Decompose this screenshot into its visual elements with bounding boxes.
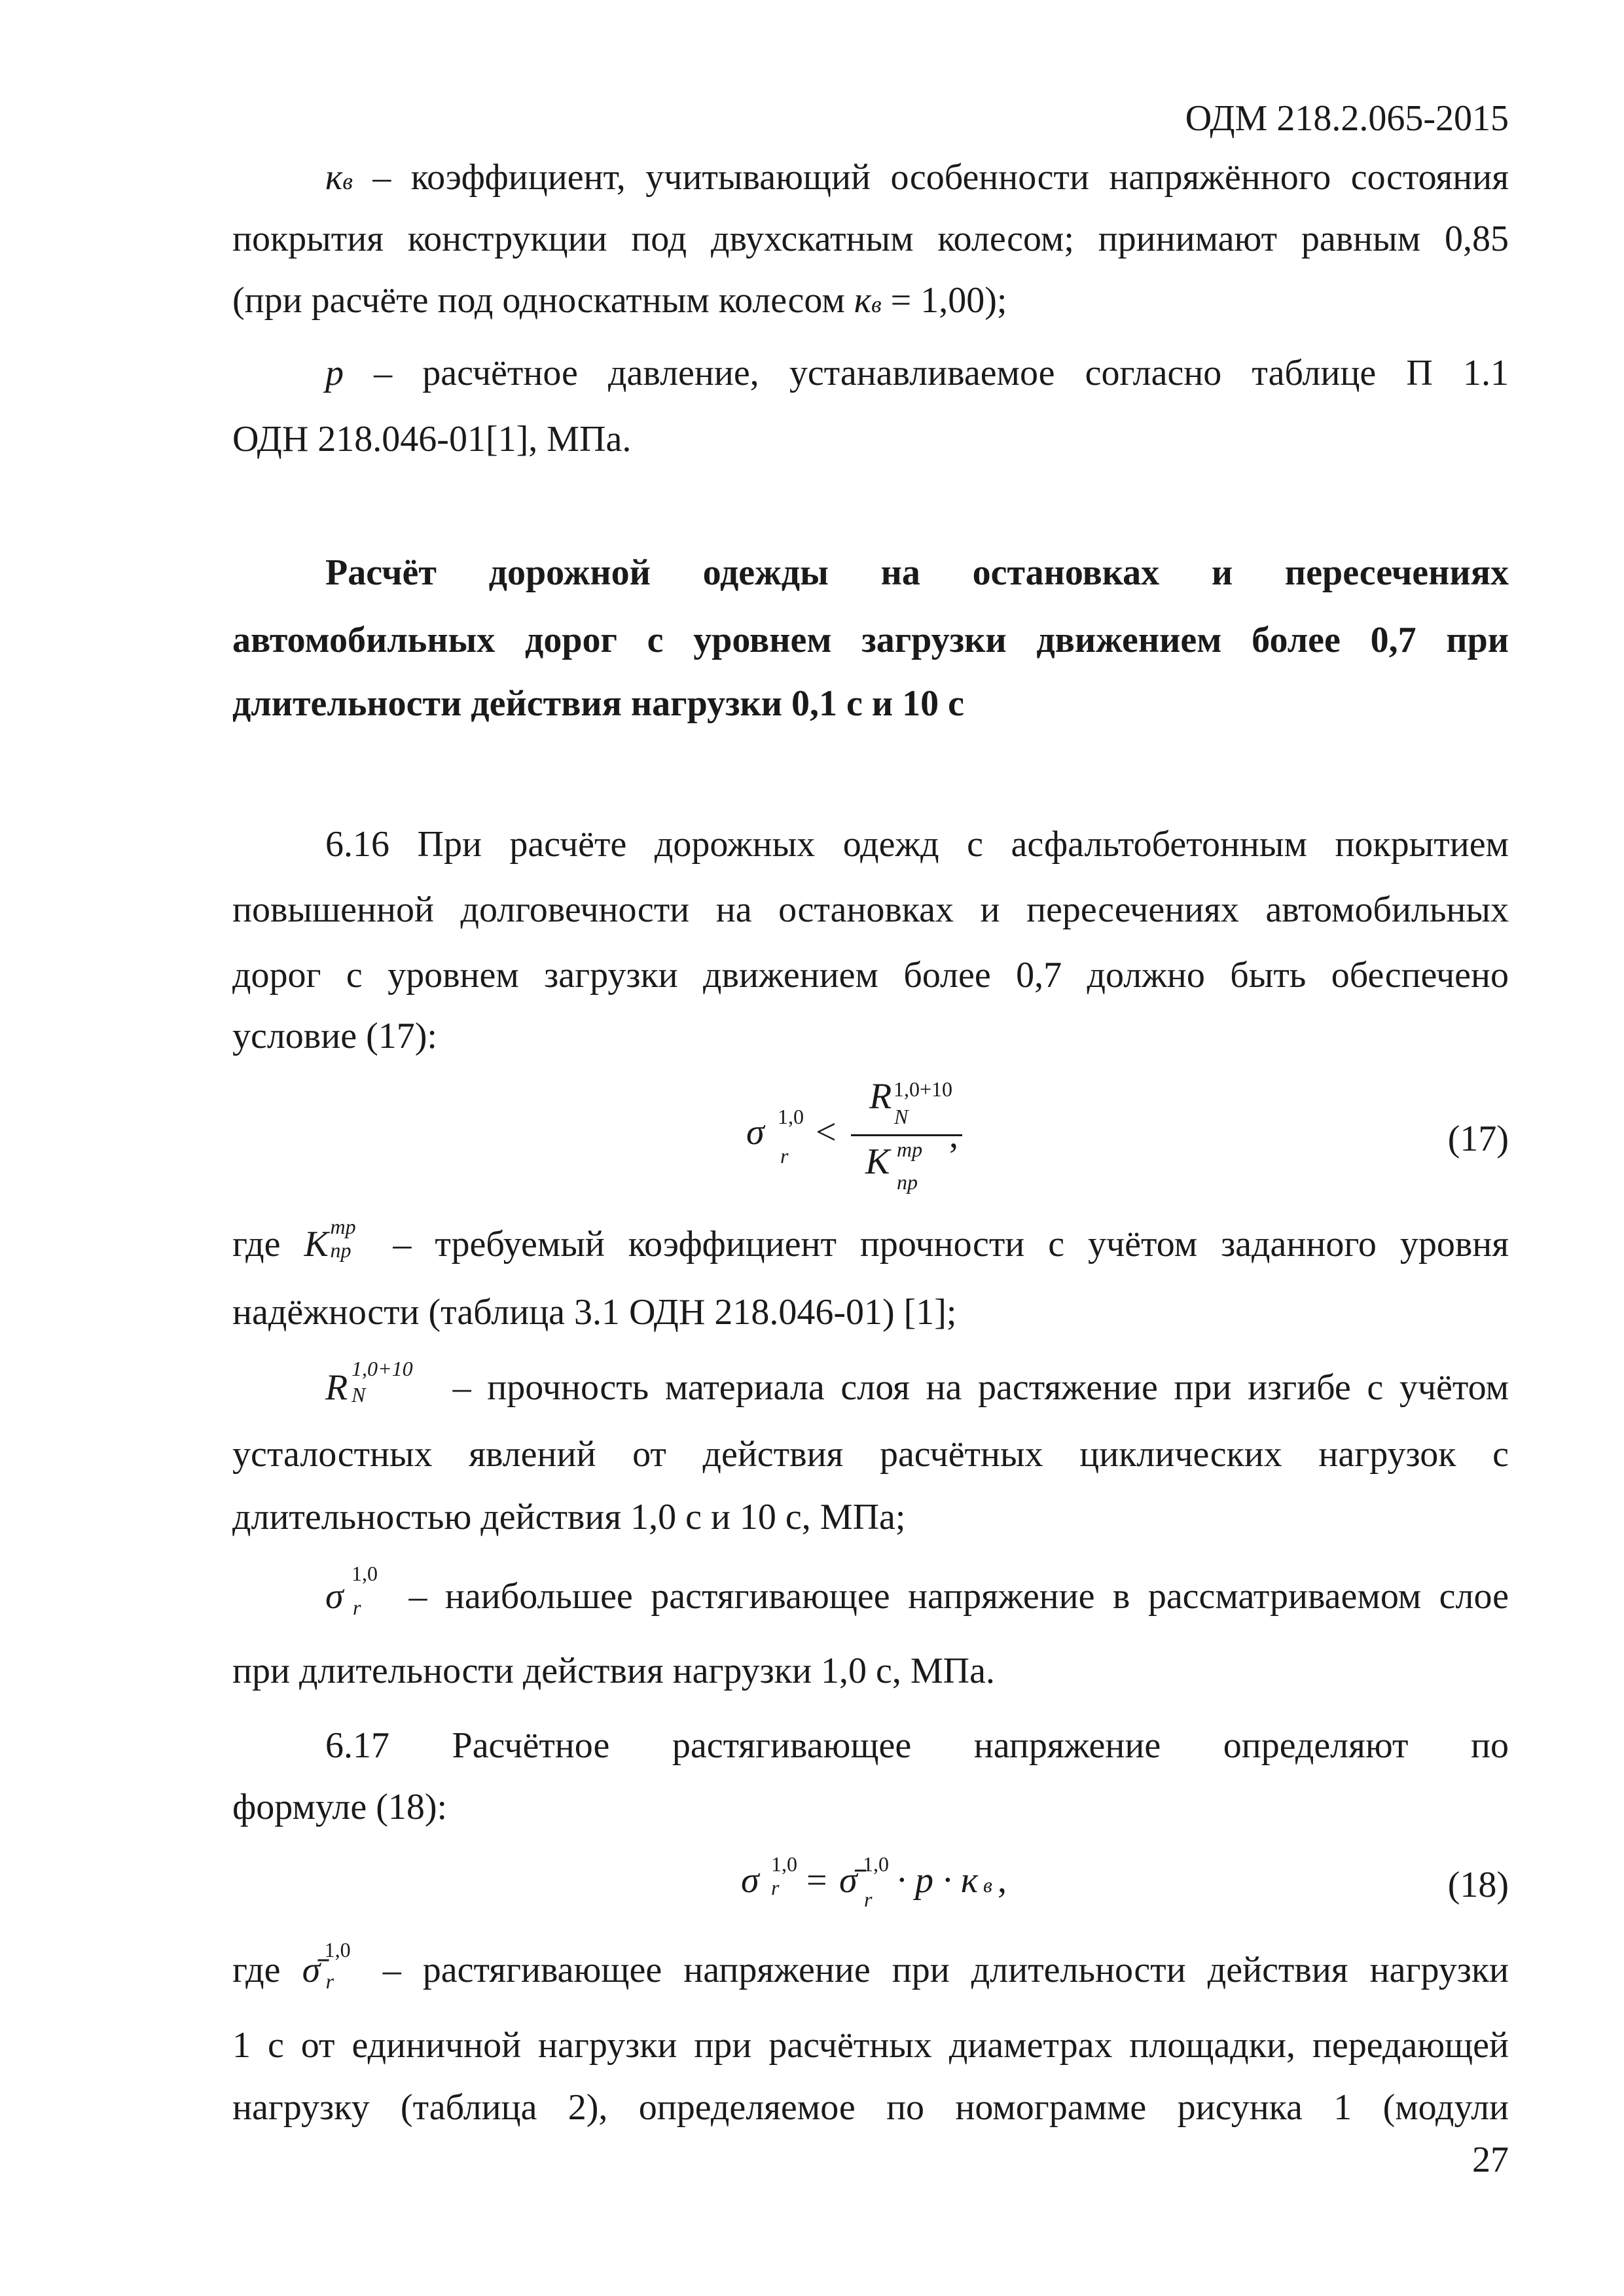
- eq18-sigma-sup: 1,0: [771, 1852, 797, 1876]
- eq17-sigma-sub: r: [780, 1144, 789, 1168]
- eq17-sigma-sup: 1,0: [778, 1105, 804, 1128]
- where17-r-line-3: длительностью действия 1,0 с и 10 с, МПа;: [232, 1497, 906, 1537]
- p-symbol: p: [325, 353, 344, 393]
- p616-line-4: условие (17):: [232, 1016, 437, 1056]
- kv-definition-line-1: кв – коэффициент, учитывающий особенности напряжённого состояния: [325, 157, 1509, 198]
- p-definition-line-1: p – расчётное давление, устанавливаемое согласно таблице П 1.1: [325, 353, 1509, 393]
- eq18-kv-sub: в: [983, 1873, 992, 1897]
- where17-k-line-1: где K тр пр – требуемый коэффициент прочности с учётом заданного уровня: [232, 1221, 1509, 1267]
- eq17-K-sup: тр: [897, 1138, 923, 1161]
- kv-definition-line-3: (при расчёте под односкатным колесом кв = 1,00);: [232, 280, 1007, 321]
- eq17-R-sub: N: [894, 1105, 909, 1128]
- p616-line-3: дорог с уровнем загрузки движением более 0,7 должно быть обеспечено: [232, 955, 1509, 996]
- where17-r-line-1: R 1,0+10 N – прочность материала слоя на растяжение при изгибе с учётом: [325, 1365, 1509, 1410]
- eq17-R-sup: 1,0+10: [893, 1077, 953, 1101]
- where18-line-1: где σ̄ 1,0 r – растягивающее напряжение при длительности действия нагрузки: [232, 1938, 1509, 1993]
- eq17-K-sub: пр: [897, 1170, 918, 1194]
- where17-R-symbol: R 1,0+10 N: [325, 1357, 413, 1408]
- kv-definition-line-2: покрытия конструкции под двухскатным колесом; принимают равным 0,85: [232, 219, 1509, 259]
- section-heading-line-1: Расчёт дорожной одежды на остановках и пересечениях: [325, 552, 1509, 593]
- p617-line-1: 6.17 Расчётное растягивающее напряжение определяют по: [325, 1725, 1509, 1766]
- eq17-fraction-line: [851, 1134, 962, 1136]
- eq17-number: (17): [1447, 1119, 1509, 1159]
- where17-sigma-line-1: σ 1,0 r – наибольшее растягивающее напряжение в рассматриваемом слое: [325, 1562, 1509, 1619]
- where18-line-3: нагрузку (таблица 2), определяемое по номограмме рисунка 1 (модули: [232, 2087, 1509, 2128]
- page-number: 27: [1472, 2140, 1509, 2180]
- eq18-sigmabar-sub: r: [864, 1888, 873, 1911]
- section-heading-line-2: автомобильных дорог с уровнем загрузки движением более 0,7 при: [232, 620, 1509, 660]
- eq18-sigma: σ: [741, 1860, 759, 1901]
- where17-sigma-line-2: при длительности действия нагрузки 1,0 с, МПа.: [232, 1651, 995, 1691]
- eq18-sigma-sub: r: [771, 1876, 780, 1899]
- eq18-sigmabar: σ̄: [839, 1860, 857, 1901]
- kv-symbol: кв: [325, 157, 353, 198]
- eq17-less-than: <: [816, 1112, 837, 1153]
- section-heading-line-3: длительности действия нагрузки 0,1 с и 10 с: [232, 683, 965, 724]
- where17-r-line-2: усталостных явлений от действия расчётных циклических нагрузок с: [232, 1434, 1509, 1475]
- p616-line-1: 6.16 При расчёте дорожных одежд с асфальтобетонным покрытием: [325, 824, 1509, 865]
- p-definition-line-2: ОДН 218.046-01[1], МПа.: [232, 419, 632, 459]
- where18-sigmabar-symbol: σ̄ 1,0 r: [302, 1938, 351, 1993]
- where18-line-2: 1 с от единичной нагрузки при расчётных диаметрах площадки, передающей: [232, 2025, 1509, 2066]
- eq18-equals: =: [806, 1860, 827, 1901]
- eq17-R: R: [869, 1076, 892, 1117]
- eq18-comma: ,: [998, 1860, 1007, 1901]
- eq17-K: K: [865, 1141, 890, 1182]
- eq18-sigmabar-sup: 1,0: [863, 1852, 889, 1876]
- eq17-comma: ,: [949, 1115, 958, 1156]
- document-header: ОДМ 218.2.065-2015: [1185, 98, 1509, 139]
- where17-sigma-symbol: σ 1,0 r: [325, 1562, 378, 1619]
- where17-K-symbol: K тр пр: [304, 1215, 356, 1265]
- eq17-sigma: σ: [746, 1112, 765, 1153]
- eq18-number: (18): [1447, 1865, 1509, 1905]
- p616-line-2: повышенной долговечности на остановках и пересечениях автомобильных: [232, 889, 1509, 930]
- where17-k-line-2: надёжности (таблица 3.1 ОДН 218.046-01) [1];: [232, 1292, 957, 1333]
- eq18-rest: · p · к: [897, 1860, 979, 1901]
- p617-line-2: формуле (18):: [232, 1787, 448, 1827]
